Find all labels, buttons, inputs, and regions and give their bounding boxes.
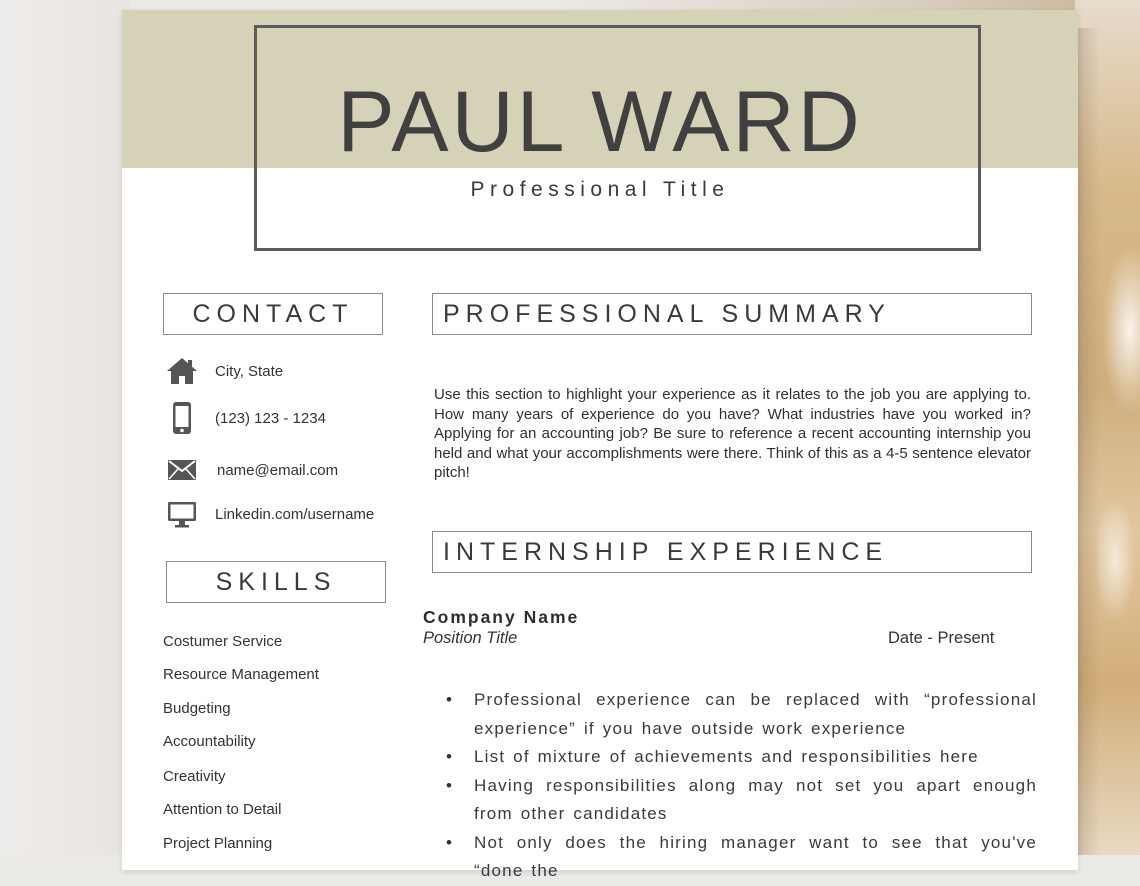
email-icon: [164, 453, 200, 487]
home-icon: [164, 354, 200, 388]
phone-icon: [164, 401, 200, 435]
monitor-icon: [164, 497, 200, 531]
list-item: • Professional experience can be replaced with “professional experience” if you have outside work experience: [474, 686, 1037, 743]
contact-heading: [163, 293, 383, 335]
skills-heading-label: SKILLS: [215, 567, 337, 596]
company-name: Company Name: [423, 607, 580, 627]
contact-item-email: [164, 453, 338, 487]
experience-heading-label: INTERNSHIP EXPERIENCE: [443, 537, 889, 566]
summary-body: Use this section to highlight your experience as it relates to the job you are applying to. How many years of experience do you have? What industries have you worked in? Applying for an accounting job? Be sure to reference a recent accounting internship you held and what your accomplishments were there. Think of this as a 4-5 sentence elevator pitch!: [434, 386, 1031, 481]
resume-name: PAUL WARD: [337, 74, 863, 170]
employment-dates: Date - Present: [888, 629, 995, 647]
professional-title: Professional Title: [470, 178, 730, 201]
contact-heading-label: CONTACT: [192, 299, 354, 328]
experience-bullets: [474, 686, 1037, 886]
contact-phone: (123) 123 - 1234: [215, 409, 326, 427]
contact-item-location: [164, 354, 283, 388]
background-wall: [0, 0, 130, 855]
resume-page: [122, 10, 1078, 880]
contact-linkedin: Linkedin.com/username: [215, 505, 375, 523]
summary-heading-label: PROFESSIONAL SUMMARY: [443, 299, 891, 328]
skill-item: Accountability: [163, 733, 256, 750]
contact-item-linkedin: [164, 497, 374, 531]
skill-item: Budgeting: [163, 700, 231, 717]
skill-item: Resource Management: [163, 666, 319, 683]
contact-email: name@email.com: [217, 461, 339, 479]
skill-item: Creativity: [163, 768, 226, 785]
list-item: • List of mixture of achievements and responsibilities here: [474, 743, 1037, 772]
experience-heading: [432, 531, 1032, 573]
summary-heading: [432, 293, 1032, 335]
contact-location: City, State: [215, 362, 284, 380]
skill-item: Attention to Detail: [163, 801, 282, 818]
skills-heading: [166, 561, 386, 603]
list-item: • Not only does the hiring manager want to see that you've “done the: [474, 829, 1037, 886]
position-title: Position Title: [423, 629, 518, 647]
list-item: • Having responsibilities along may not set you apart enough from other candidates: [474, 772, 1037, 829]
paper-shadow: [1078, 28, 1100, 855]
contact-item-phone: [164, 401, 326, 435]
skill-item: Costumer Service: [163, 633, 283, 650]
skill-item: Project Planning: [163, 835, 273, 852]
